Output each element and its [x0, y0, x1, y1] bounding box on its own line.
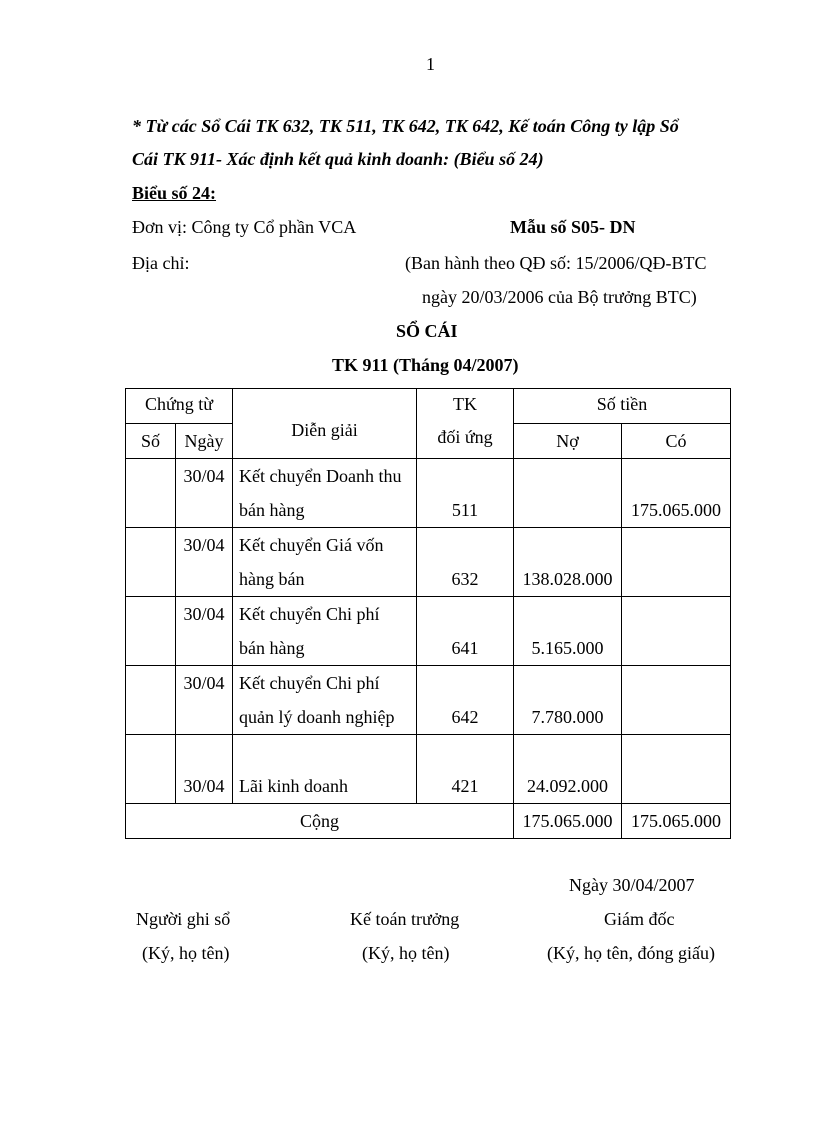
- table-row: [126, 735, 731, 804]
- cell-date: 30/04: [176, 528, 233, 597]
- cell-number: [126, 735, 176, 804]
- director-note: (Ký, họ tên, đóng giấu): [547, 943, 715, 963]
- account-value: 421: [451, 776, 479, 796]
- intro-line-2: Cái TK 911- Xác định kết quả kinh doanh: (Biểu số 24): [132, 149, 544, 169]
- debit-value: 24.092.000: [527, 776, 608, 796]
- credit-value: [622, 700, 730, 734]
- desc-line1: Kết chuyển Doanh thu: [239, 466, 402, 486]
- total-row: [126, 804, 731, 839]
- desc-line1: [239, 735, 416, 769]
- debit-value: 7.780.000: [531, 707, 604, 727]
- cell-date: 30/04: [176, 597, 233, 666]
- page-number: 1: [426, 54, 435, 74]
- director-title: Giám đốc: [604, 909, 675, 929]
- header-credit: Có: [622, 424, 731, 459]
- debit-value: 138.028.000: [522, 569, 613, 589]
- cell-credit: [622, 666, 731, 735]
- table-row: [126, 459, 731, 528]
- cell-credit: [622, 528, 731, 597]
- credit-value: [622, 769, 730, 803]
- cell-date: [176, 735, 233, 804]
- intro-line-1: * Từ các Sổ Cái TK 632, TK 511, TK 642, TK 642, Kế toán Công ty lập Sổ: [132, 116, 679, 136]
- signature-date: Ngày 30/04/2007: [569, 875, 695, 895]
- ledger-table: [125, 388, 731, 839]
- address-label: Địa chỉ:: [132, 253, 190, 273]
- table-row: [126, 597, 731, 666]
- cell-account: [417, 735, 514, 804]
- total-label: Cộng: [126, 804, 514, 839]
- header-description: Diễn giải: [233, 389, 417, 459]
- cell-number: [126, 597, 176, 666]
- desc-line2: bán hàng: [239, 500, 305, 520]
- ledger-subtitle: TK 911 (Tháng 04/2007): [332, 355, 519, 375]
- cell-number: [126, 528, 176, 597]
- header-voucher: Chứng từ: [126, 389, 233, 424]
- cell-credit: [622, 735, 731, 804]
- desc-line1: Kết chuyển Chi phí: [239, 673, 380, 693]
- credit-value: [622, 562, 730, 596]
- cell-number: [126, 459, 176, 528]
- account-value: 632: [451, 569, 479, 589]
- cell-account: [417, 666, 514, 735]
- recorder-note: (Ký, họ tên): [142, 943, 230, 963]
- date-value: 30/04: [183, 776, 225, 796]
- header-account: [417, 389, 514, 459]
- form-label: Biểu số 24:: [132, 183, 217, 203]
- cell-credit: [622, 597, 731, 666]
- cell-debit: [514, 597, 622, 666]
- header-debit: Nợ: [514, 424, 622, 459]
- form-code: Mẫu số S05- DN: [510, 217, 636, 237]
- header-amount: Số tiền: [514, 389, 731, 424]
- unit-name: Đơn vị: Công ty Cổ phần VCA: [132, 217, 357, 237]
- desc-line2: quản lý doanh nghiệp: [239, 707, 395, 727]
- cell-description: [233, 459, 417, 528]
- header-number: Số: [126, 424, 176, 459]
- cell-description: [233, 597, 417, 666]
- header-row-1: [126, 389, 731, 424]
- account-value: 641: [451, 638, 479, 658]
- total-debit: 175.065.000: [514, 804, 622, 839]
- credit-value: [622, 631, 730, 665]
- header-account-line2: đối ứng: [437, 427, 493, 447]
- total-credit: 175.065.000: [622, 804, 731, 839]
- cell-debit: [514, 735, 622, 804]
- cell-debit: [514, 666, 622, 735]
- cell-date: 30/04: [176, 666, 233, 735]
- cell-debit: [514, 459, 622, 528]
- recorder-title: Người ghi sổ: [136, 909, 231, 929]
- cell-date: 30/04: [176, 459, 233, 528]
- debit-value: 5.165.000: [531, 638, 604, 658]
- account-value: 511: [451, 500, 479, 520]
- credit-value: 175.065.000: [631, 500, 721, 520]
- cell-debit: [514, 528, 622, 597]
- desc-line1: Kết chuyển Chi phí: [239, 604, 380, 624]
- table-row: [126, 528, 731, 597]
- header-account-line1: TK: [453, 394, 477, 414]
- desc-line2: bán hàng: [239, 638, 305, 658]
- issued-line-1: (Ban hành theo QĐ số: 15/2006/QĐ-BTC: [405, 253, 707, 273]
- debit-value: [514, 493, 621, 527]
- cell-number: [126, 666, 176, 735]
- table-row: [126, 666, 731, 735]
- chief-accountant-note: (Ký, họ tên): [362, 943, 450, 963]
- cell-credit: [622, 459, 731, 528]
- header-date: Ngày: [176, 424, 233, 459]
- cell-description: [233, 666, 417, 735]
- cell-account: [417, 459, 514, 528]
- desc-line2: hàng bán: [239, 569, 305, 589]
- ledger-title: SỔ CÁI: [396, 321, 458, 341]
- desc-line2: Lãi kinh doanh: [239, 776, 348, 796]
- desc-line1: Kết chuyển Giá vốn: [239, 535, 384, 555]
- cell-description: [233, 735, 417, 804]
- issued-line-2: ngày 20/03/2006 của Bộ trưởng BTC): [422, 287, 697, 307]
- cell-account: [417, 528, 514, 597]
- cell-description: [233, 528, 417, 597]
- chief-accountant-title: Kế toán trưởng: [350, 909, 460, 929]
- cell-account: [417, 597, 514, 666]
- account-value: 642: [451, 707, 479, 727]
